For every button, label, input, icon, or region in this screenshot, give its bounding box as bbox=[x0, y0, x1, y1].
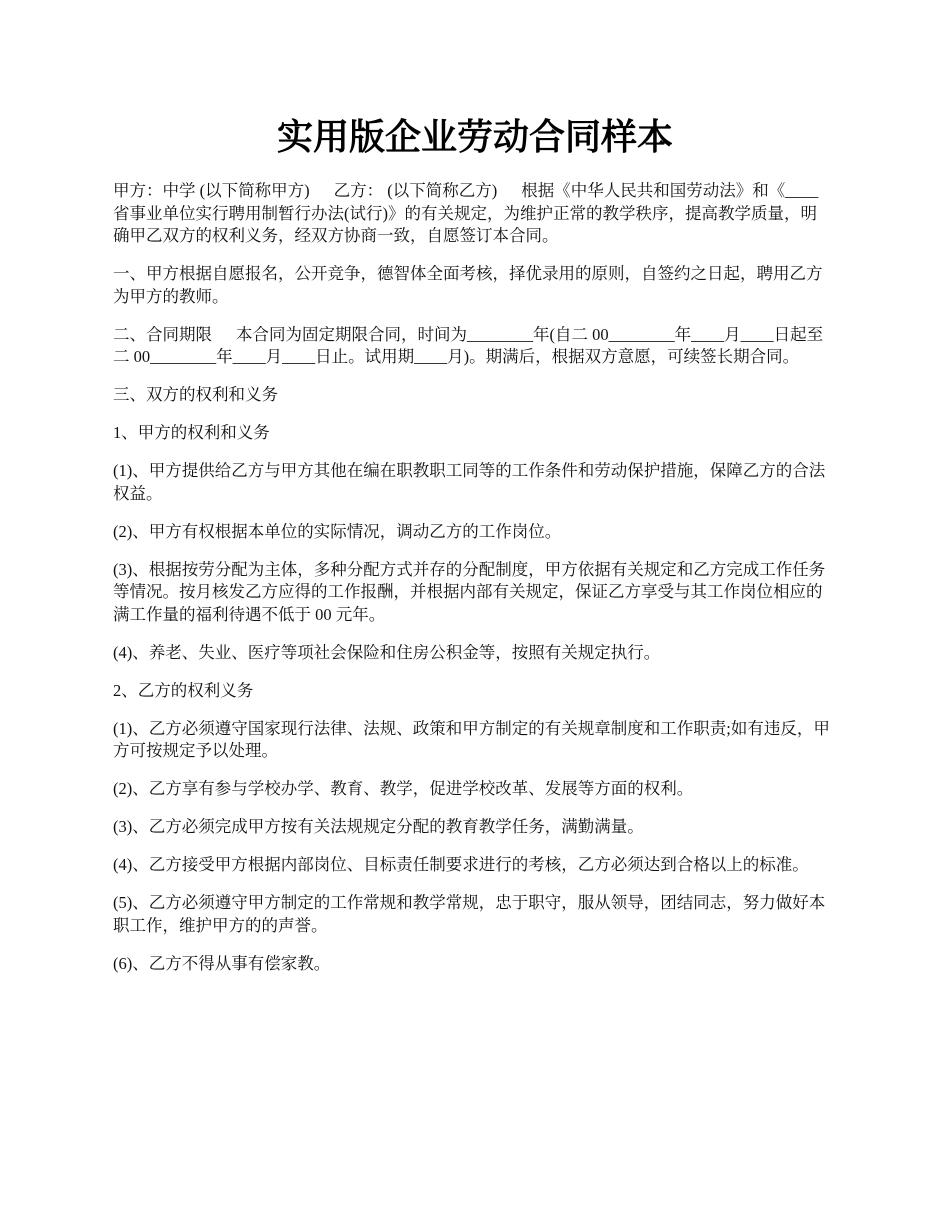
party-a-item: (1)、甲方提供给乙方与甲方其他在编在职教职工同等的工作条件和劳动保护措施，保障乙方的合法权益。 bbox=[113, 461, 826, 503]
term-heading: 二、合同期限 bbox=[113, 324, 212, 344]
document-body bbox=[113, 180, 833, 991]
term-text: 本合同为固定期限合同，时间为________年(自二 00________年____月____日起至二 00________年____月____日止。试用期____月)。期满后，根据双方意愿，可续签长期合同。 bbox=[113, 324, 824, 366]
party-b-heading: 2、乙方的权利义务 bbox=[113, 680, 254, 700]
document-title: 实用版企业劳动合同样本 bbox=[276, 116, 673, 158]
party-b-clause: 乙方： (以下简称乙方) bbox=[333, 181, 498, 200]
party-b-item: (3)、乙方必须完成甲方按有关法规规定分配的教育教学任务，满勤满量。 bbox=[113, 817, 644, 836]
party-a-item: (4)、养老、失业、医疗等项社会保险和住房公积金等，按照有关规定执行。 bbox=[113, 642, 661, 662]
paragraph-term bbox=[113, 324, 833, 369]
paragraph-appointment: 一、甲方根据自愿报名，公开竞争，德智体全面考核，择优录用的原则，自签约之日起，聘用乙方为甲方的教师。 bbox=[113, 264, 823, 306]
party-b-item: (1)、乙方必须遵守国家现行法律、法规、政策和甲方制定的有关规章制度和工作职责;如有违反，甲方可按规定予以处理。 bbox=[113, 718, 830, 760]
intro-paragraph bbox=[113, 180, 833, 248]
party-b-item: (6)、乙方不得从事有偿家教。 bbox=[113, 953, 331, 973]
basis-clause: 根据《中华人民共和国劳动法》和《____省事业单位实行聘用制暂行办法(试行)》的有关规定，为维护正常的教学秩序，提高教学质量，明确甲乙双方的权利义务，经双方协商一致，自愿签订本合同。 bbox=[113, 181, 819, 245]
section-heading-rights: 三、双方的权利和义务 bbox=[113, 385, 278, 404]
party-a-item: (3)、根据按劳分配为主体，多种分配方式并存的分配制度，甲方依据有关规定和乙方完成工作任务等情况。按月核发乙方应得的工作报酬，并根据内部有关规定，保证乙方享受与其工作岗位相应的满工作量的福利待遇不低于 00 元年。 bbox=[113, 559, 826, 624]
party-b-item: (4)、乙方接受甲方根据内部岗位、目标责任制要求进行的考核，乙方必须达到合格以上的标准。 bbox=[113, 855, 809, 874]
party-b-item: (5)、乙方必须遵守甲方制定的工作常规和教学常规，忠于职守，服从领导，团结同志，努力做好本职工作，维护甲方的的声誉。 bbox=[113, 893, 826, 935]
party-a-heading: 1、甲方的权利和义务 bbox=[113, 423, 270, 442]
party-a-item: (2)、甲方有权根据本单位的实际情况，调动乙方的工作岗位。 bbox=[113, 521, 562, 541]
party-b-item: (2)、乙方享有参与学校办学、教育、教学，促进学校改革、发展等方面的权利。 bbox=[113, 779, 694, 798]
party-a-clause: 甲方：中学 (以下简称甲方) bbox=[113, 181, 310, 200]
